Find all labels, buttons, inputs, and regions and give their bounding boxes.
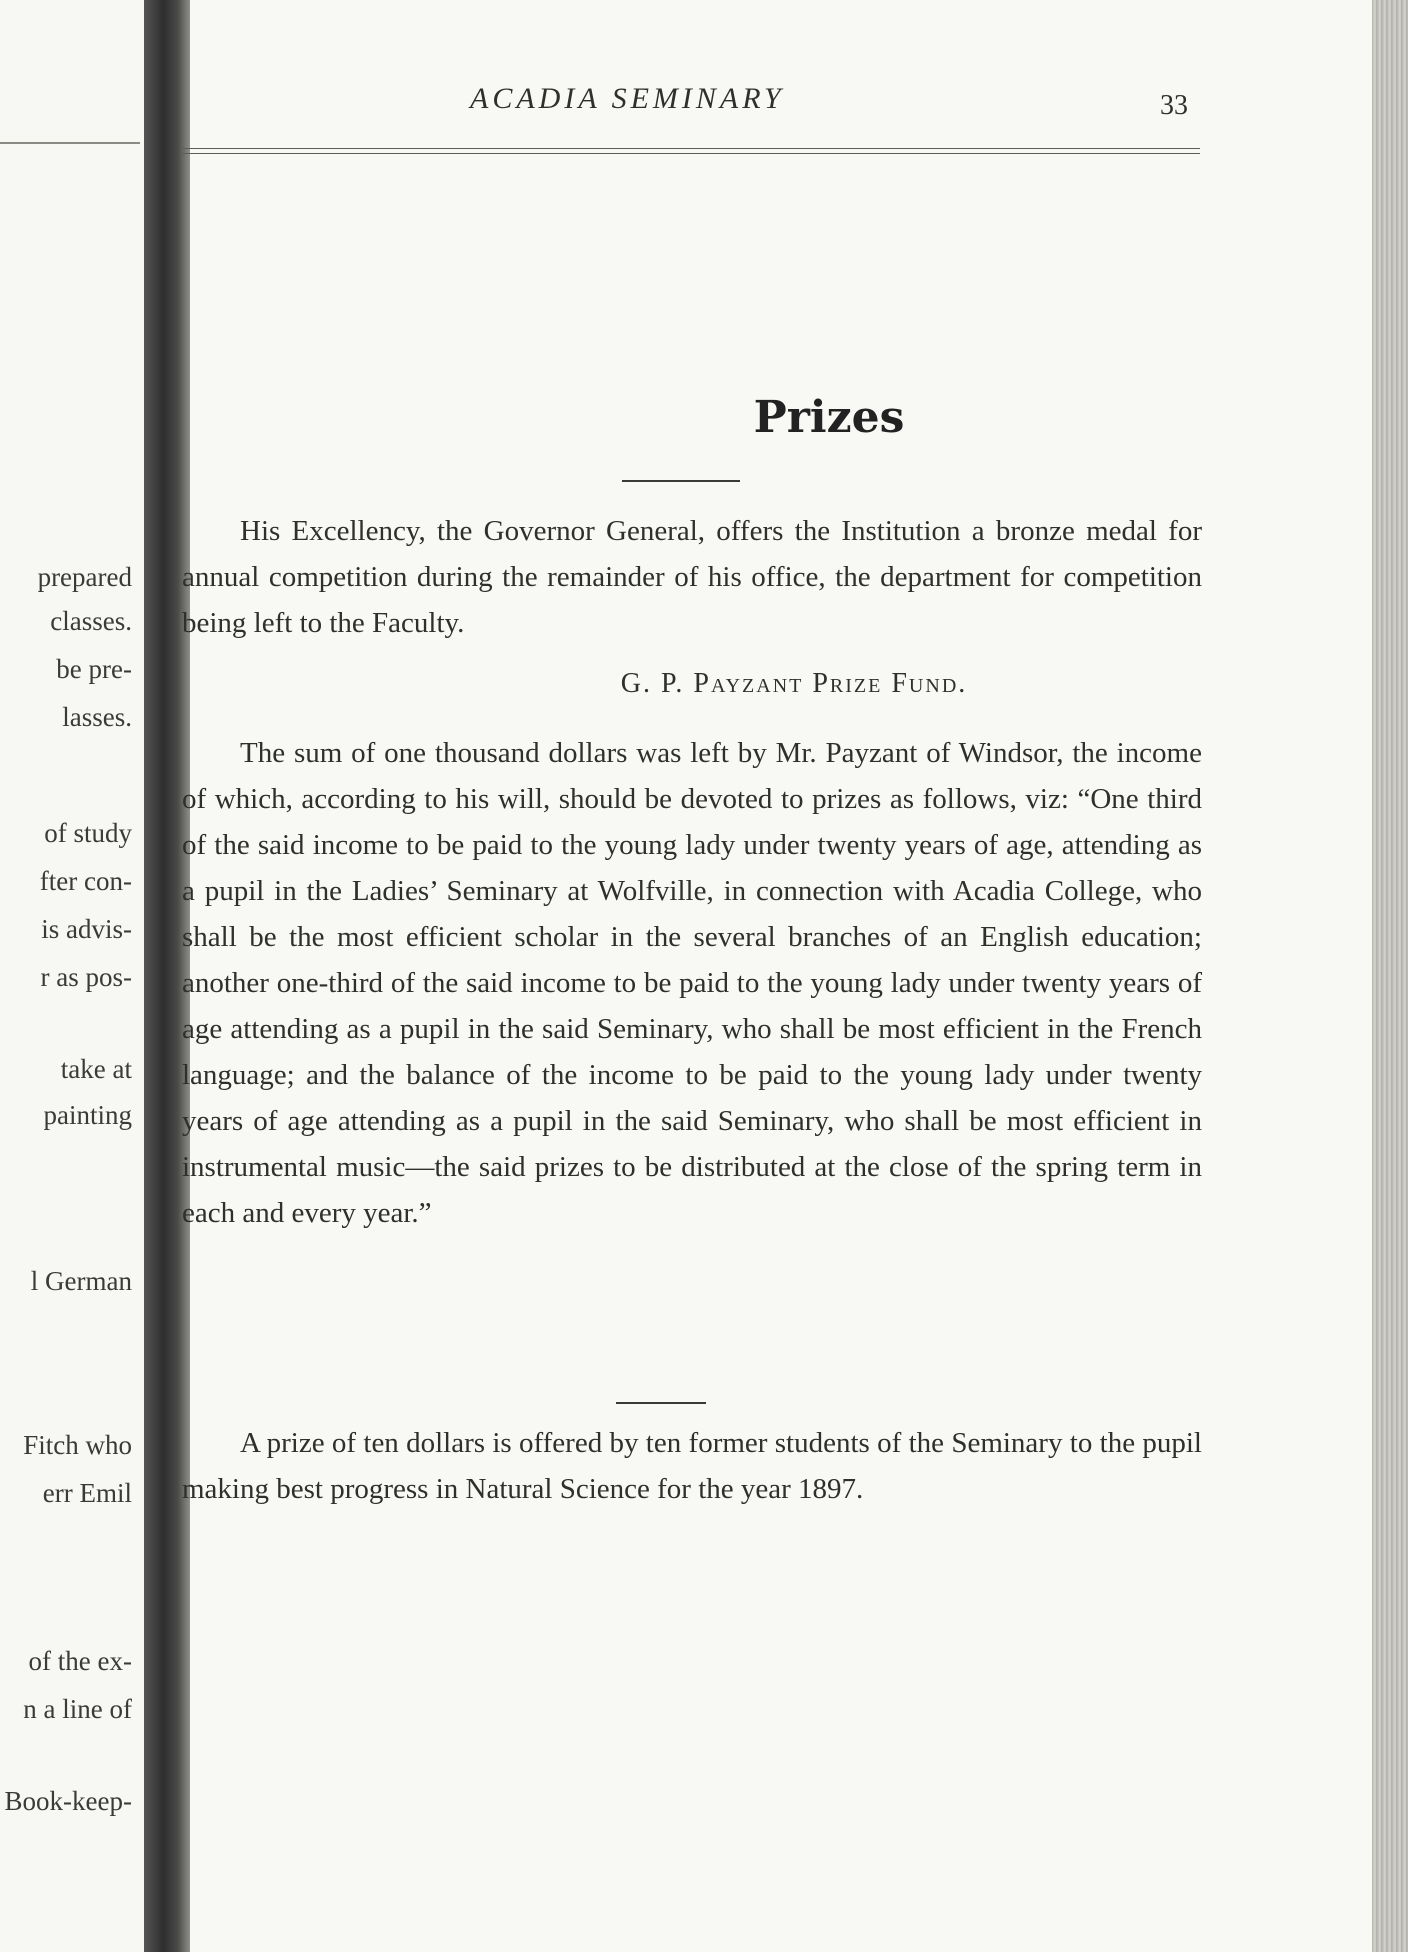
page-number: 33 [1160,90,1188,121]
left-page-line: lasses. [62,702,132,732]
title-rule [622,480,740,482]
fund-heading: G. P. Payzant Prize Fund. [620,668,968,699]
left-page-line: Book-keep- [4,1786,132,1816]
left-page-line: of study [44,818,132,848]
section-rule [616,1402,706,1404]
left-page-line: take at [60,1054,132,1084]
left-page-line: l German [30,1266,132,1296]
left-page-line: classes. [50,606,132,636]
left-page-rule [0,142,140,144]
paragraph-text: His Excellency, the Governor General, offers the Institution a bronze medal for annual competition during the remainder of his office, the department for competition being left to the Faculty. [182,515,1202,639]
left-page-line: fter con- [39,866,132,896]
left-page-line: err Emil [42,1478,132,1508]
running-head: ACADIA SEMINARY [470,82,785,115]
paragraph-science-prize [182,1420,1202,1512]
left-page-line: painting [43,1100,132,1130]
left-page-line: n a line of [23,1694,132,1724]
left-facing-page [0,0,150,1952]
left-page-line: of the ex- [28,1646,132,1676]
paragraph-text: A prize of ten dollars is offered by ten former students of the Seminary to the pupil making best progress in Natural Science for the year 1897. [182,1427,1202,1505]
paragraph-governor-medal [182,508,1202,646]
paragraph-payzant-fund [182,730,1202,1236]
section-title: Prizes [753,392,905,443]
left-page-line: prepared [37,562,132,592]
paragraph-text: The sum of one thousand dollars was left by Mr. Payzant of Windsor, the income of which, according to his will, should be devoted to prizes as follows, viz: “One third of the said income to be paid to the young lady under twenty years of age, attending as a pupil in the Ladies’ Seminary at Wolfville, in connection with Acadia College, who shall be the most efficient scholar in the several branches of an English education; another one-third of the said income to be paid to the young lady under twenty years of age attending as a pupil in the said Seminary, who shall be most efficient in the French language; and the balance of the income to be paid to the young lady under twenty years of age attending as a pupil in the said Seminary, who shall be most efficient in instrumental music—the said prizes to be distributed at the close of the spring term in each and every year.” [182,737,1202,1229]
left-page-line: r as pos- [40,962,132,992]
page-edge [1372,0,1408,1952]
left-page-line: Fitch who [23,1430,132,1460]
header-rule [182,148,1200,154]
left-page-line: be pre- [56,654,132,684]
left-page-line: is advis- [41,914,132,944]
